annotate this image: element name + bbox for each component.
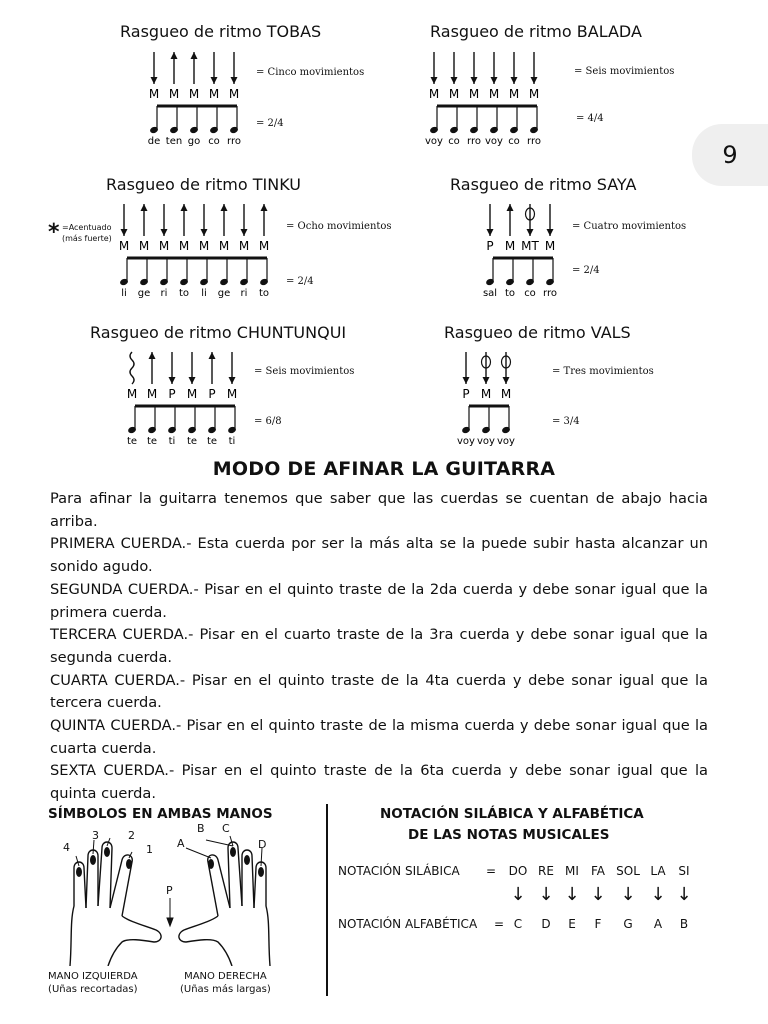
- pattern-title-vals: Rasgueo de ritmo VALS: [444, 323, 631, 342]
- syllable-label: li: [201, 288, 207, 299]
- strum-stroke-up: [261, 204, 268, 236]
- strum-stroke-down: [161, 204, 168, 236]
- syllable-label: ri: [160, 288, 168, 299]
- strum-stroke-down: [241, 204, 248, 236]
- down-arrow-icon: ↓: [564, 884, 580, 905]
- strum-stroke-up: [191, 52, 198, 84]
- strum-stroke-up: [221, 204, 228, 236]
- right-hand-caption-line2: (Uñas más largas): [180, 984, 271, 995]
- alphabetic-note: G: [623, 917, 633, 931]
- right-finger-label: P: [166, 884, 173, 897]
- strum-stroke-down: [121, 204, 128, 236]
- strum-stroke-down: [211, 52, 218, 84]
- syllable-label: to: [258, 288, 270, 299]
- syllable-label: go: [187, 136, 201, 147]
- strum-stroke-up: [181, 204, 188, 236]
- strum-stroke-wavy: [130, 352, 134, 384]
- strum-stroke-up: [209, 352, 216, 384]
- tuning-title: MODO DE AFINAR LA GUITARRA: [212, 458, 556, 480]
- alphabetic-note: F: [594, 917, 602, 931]
- strum-stroke-down: [463, 352, 470, 384]
- syllable-label: ti: [228, 436, 236, 447]
- hand-letter: M: [188, 87, 200, 101]
- rhythm-diagram-chuntunqui: [118, 348, 258, 448]
- strum-stroke-down: [471, 52, 478, 84]
- alphabetic-note: A: [653, 917, 663, 931]
- syllable-label: voy: [425, 136, 443, 147]
- alphabetic-label: NOTACIÓN ALFABÉTICA: [338, 917, 478, 931]
- tuning-paragraph: SEXTA CUERDA.- Pisar en el quinto traste de la 6ta cuerda y debe sonar igual que la quinta cuerda.: [50, 762, 708, 803]
- strum-stroke-muted: [502, 352, 511, 384]
- syllable-label: voy: [457, 436, 475, 447]
- movements-tinku: = Ocho movimientos: [286, 221, 392, 232]
- left-finger-label: 3: [92, 829, 99, 842]
- rhythm-diagram-tinku: [110, 200, 290, 310]
- strum-stroke-down: [169, 352, 176, 384]
- alphabetic-equals: =: [493, 917, 505, 931]
- syllable-label: li: [121, 288, 127, 299]
- pattern-title-tinku: Rasgueo de ritmo TINKU: [106, 175, 301, 194]
- time-vals: = 3/4: [552, 416, 580, 427]
- hand-letter: M: [500, 387, 512, 401]
- left-finger-label: 1: [146, 843, 153, 856]
- syllable-label: to: [504, 288, 516, 299]
- strum-stroke-down: [201, 204, 208, 236]
- hand-letter: M: [118, 239, 130, 253]
- movements-saya: = Cuatro movimientos: [572, 221, 687, 232]
- syllable-label: rro: [467, 136, 481, 147]
- hand-letter: M: [148, 87, 160, 101]
- hand-letter: M: [198, 239, 210, 253]
- left-hand-caption-line1: MANO IZQUIERDA: [48, 971, 138, 982]
- pattern-title-chuntunqui: Rasgueo de ritmo CHUNTUNQUI: [90, 323, 347, 342]
- alphabetic-note: D: [541, 917, 551, 931]
- strum-stroke-down: [511, 52, 518, 84]
- hand-letter: M: [168, 87, 180, 101]
- strum-stroke-down: [189, 352, 196, 384]
- accent-symbol: *: [48, 220, 60, 245]
- strum-stroke-down: [547, 204, 554, 236]
- movements-balada: = Seis movimientos: [574, 66, 675, 77]
- pattern-title-saya: Rasgueo de ritmo SAYA: [450, 175, 637, 194]
- hand-letter: M: [544, 239, 556, 253]
- rhythm-diagram-vals: [452, 348, 552, 448]
- strum-stroke-up: [149, 352, 156, 384]
- right-finger-label: A: [177, 837, 185, 850]
- hand-letter: P: [168, 387, 176, 401]
- syllabic-note: SI: [678, 864, 690, 878]
- movements-chuntunqui: = Seis movimientos: [254, 366, 355, 377]
- strum-stroke-up: [141, 204, 148, 236]
- hand-letter: M: [504, 239, 516, 253]
- down-arrow-icon: ↓: [590, 884, 606, 905]
- strum-stroke-down: [431, 52, 438, 84]
- syllable-label: ten: [165, 136, 183, 147]
- syllabic-note: FA: [590, 864, 605, 878]
- syllable-label: co: [208, 136, 220, 147]
- notation-title-line1: NOTACIÓN SILÁBICA Y ALFABÉTICA: [380, 806, 644, 822]
- down-arrow-icon: ↓: [538, 884, 554, 905]
- syllable-label: voy: [497, 436, 515, 447]
- hand-letter: M: [528, 87, 540, 101]
- strum-stroke-down: [451, 52, 458, 84]
- syllabic-note: DO: [508, 864, 528, 878]
- left-hand-caption: [48, 970, 138, 996]
- syllable-label: ge: [137, 288, 151, 299]
- left-finger-label: 4: [63, 841, 70, 854]
- syllabic-note: LA: [650, 864, 666, 878]
- syllable-label: de: [147, 136, 161, 147]
- syllable-label: voy: [477, 436, 495, 447]
- syllable-label: te: [186, 436, 198, 447]
- strum-stroke-down: [231, 52, 238, 84]
- alphabetic-note: E: [568, 917, 576, 931]
- hand-letter: M: [480, 387, 492, 401]
- down-arrow-icon: ↓: [650, 884, 666, 905]
- strum-stroke-down: [229, 352, 236, 384]
- syllabic-label: NOTACIÓN SILÁBICA: [338, 864, 460, 878]
- right-hand-caption-line1: MANO DERECHA: [184, 971, 267, 982]
- syllable-label: rro: [543, 288, 557, 299]
- hand-letter: M: [258, 239, 270, 253]
- down-arrow-icon: ↓: [620, 884, 636, 905]
- accent-note: [62, 222, 112, 244]
- hand-letter: M: [138, 239, 150, 253]
- accent-note-line1: =Acentuado: [62, 223, 112, 232]
- tuning-paragraph: TERCERA CUERDA.- Pisar en el cuarto traste de la 3ra cuerda y debe sonar igual que la segunda cuerda.: [50, 626, 708, 666]
- syllable-label: rro: [527, 136, 541, 147]
- strum-stroke-down: [491, 52, 498, 84]
- time-tobas: = 2/4: [256, 118, 284, 129]
- notation-title-line2: DE LAS NOTAS MUSICALES: [408, 827, 610, 843]
- strum-stroke-down: [151, 52, 158, 84]
- syllable-label: te: [126, 436, 138, 447]
- hand-letter: P: [462, 387, 470, 401]
- syllable-label: sal: [482, 288, 498, 299]
- syllable-label: ri: [240, 288, 248, 299]
- movements-vals: = Tres movimientos: [552, 366, 654, 377]
- time-balada: = 4/4: [576, 113, 604, 124]
- movements-tobas: = Cinco movimientos: [256, 67, 365, 78]
- right-finger-label: D: [258, 838, 267, 851]
- hand-letter: M: [228, 87, 240, 101]
- right-hand-caption: [180, 970, 271, 996]
- hand-letter: P: [486, 239, 494, 253]
- alphabetic-note: C: [513, 917, 523, 931]
- syllable-label: ti: [168, 436, 176, 447]
- strum-stroke-down: [531, 52, 538, 84]
- down-arrow-icon: ↓: [510, 884, 526, 905]
- tuning-body: [50, 488, 708, 806]
- tuning-paragraph: QUINTA CUERDA.- Pisar en el quinto traste de la misma cuerda y debe sonar igual que la cuarta cuerda.: [50, 717, 708, 757]
- syllable-label: voy: [485, 136, 503, 147]
- syllabic-note: RE: [538, 864, 554, 878]
- right-finger-label: C: [222, 822, 230, 835]
- strum-stroke-up: [171, 52, 178, 84]
- strum-stroke-down: [487, 204, 494, 236]
- column-divider: [326, 804, 328, 996]
- rhythm-diagram-balada: [420, 48, 580, 148]
- hand-letter: M: [126, 387, 138, 401]
- alphabetic-note: B: [679, 917, 689, 931]
- strum-stroke-muted: [526, 204, 535, 236]
- time-chuntunqui: = 6/8: [254, 416, 282, 427]
- hand-letter: M: [186, 387, 198, 401]
- symbols-title: SÍMBOLOS EN AMBAS MANOS: [48, 806, 273, 822]
- tuning-paragraph: SEGUNDA CUERDA.- Pisar en el quinto traste de la 2da cuerda y debe sonar igual que la primera cuerda.: [50, 580, 708, 621]
- syllable-label: te: [146, 436, 158, 447]
- rhythm-diagram-saya: [476, 200, 576, 310]
- hand-letter: M: [468, 87, 480, 101]
- syllabic-equals: =: [485, 864, 497, 878]
- hand-letter: M: [208, 87, 220, 101]
- tuning-paragraph: PRIMERA CUERDA.- Esta cuerda por ser la más alta se la puede subir hasta alcanzar un sonido agudo.: [50, 535, 708, 576]
- syllable-label: to: [178, 288, 190, 299]
- hand-letter: M: [508, 87, 520, 101]
- syllabic-note: MI: [565, 864, 579, 878]
- hand-letter: M: [428, 87, 440, 101]
- hand-letter: M: [158, 239, 170, 253]
- hand-letter: P: [208, 387, 216, 401]
- syllable-label: rro: [227, 136, 241, 147]
- hand-letter: M: [178, 239, 190, 253]
- page-number: 9: [692, 124, 768, 186]
- right-finger-label: B: [197, 822, 205, 835]
- left-hand-caption-line2: (Uñas recortadas): [48, 984, 138, 995]
- left-finger-label: 2: [128, 829, 135, 842]
- hand-letter: M: [238, 239, 250, 253]
- down-arrow-icon: ↓: [676, 884, 692, 905]
- hand-letter: M: [448, 87, 460, 101]
- pattern-title-tobas: Rasgueo de ritmo TOBAS: [120, 22, 322, 41]
- pattern-title-balada: Rasgueo de ritmo BALADA: [430, 22, 642, 41]
- syllable-label: te: [206, 436, 218, 447]
- syllabic-note: SOL: [616, 864, 640, 878]
- syllable-label: co: [448, 136, 460, 147]
- tuning-paragraph: Para afinar la guitarra tenemos que saber que las cuerdas se cuentan de abajo hacia arriba.: [50, 490, 708, 530]
- syllable-label: co: [524, 288, 536, 299]
- accent-note-line2: (más fuerte): [62, 234, 112, 243]
- time-tinku: = 2/4: [286, 276, 314, 287]
- hand-letter: M: [488, 87, 500, 101]
- strum-stroke-up: [507, 204, 514, 236]
- hand-letter: M: [218, 239, 230, 253]
- syllable-label: co: [508, 136, 520, 147]
- strum-stroke-muted: [482, 352, 491, 384]
- time-saya: = 2/4: [572, 265, 600, 276]
- hand-letter: M: [146, 387, 158, 401]
- rhythm-diagram-tobas: [140, 48, 260, 148]
- hand-letter: MT: [521, 239, 539, 253]
- hand-letter: M: [226, 387, 238, 401]
- syllable-label: ge: [217, 288, 231, 299]
- tuning-paragraph: CUARTA CUERDA.- Pisar en el quinto traste de la 4ta cuerda y debe sonar igual que la tercera cuerda.: [50, 671, 708, 712]
